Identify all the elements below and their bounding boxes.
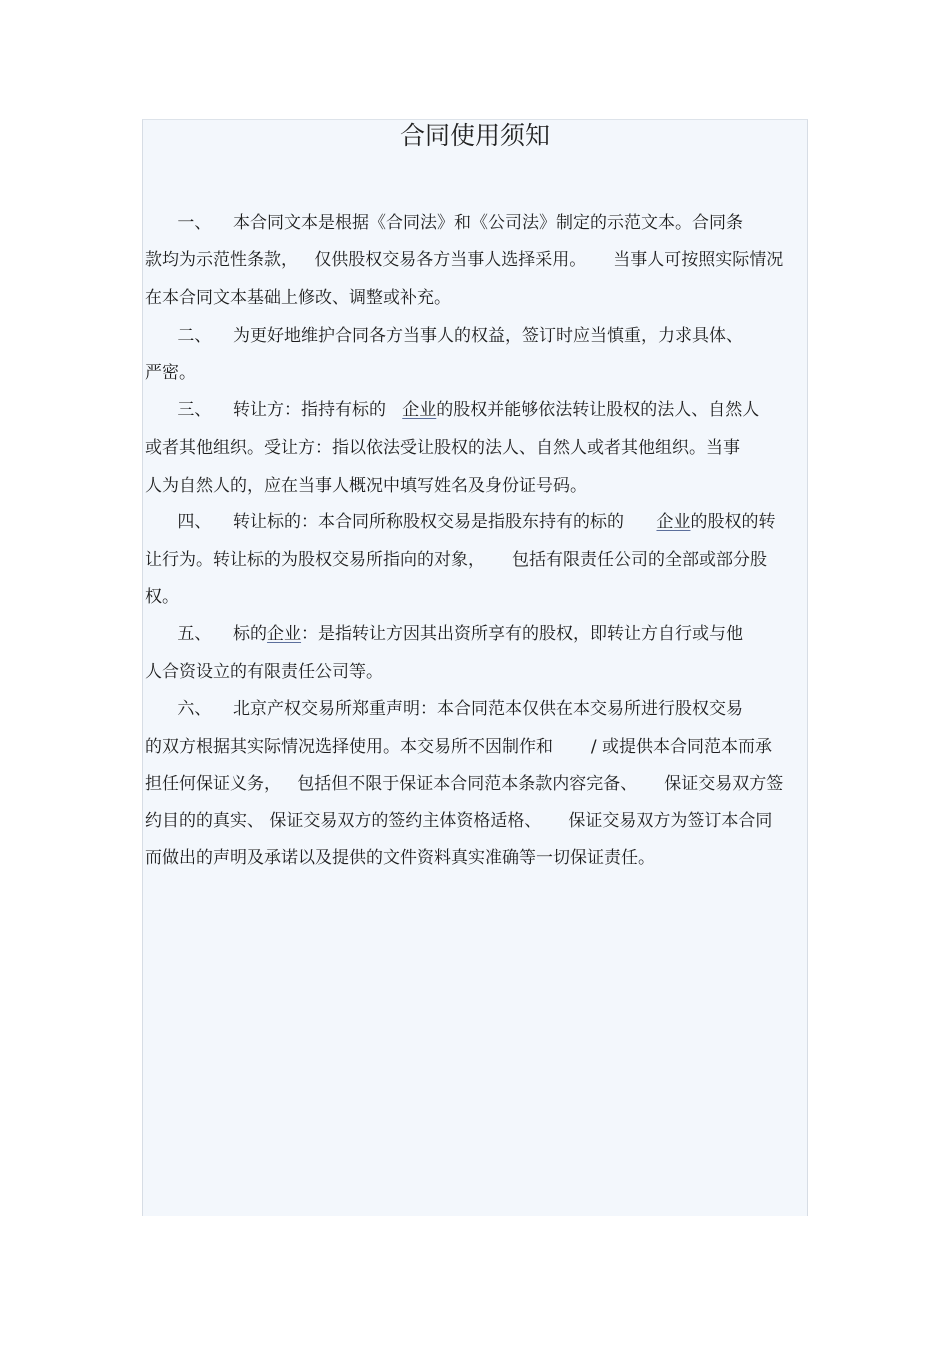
paragraph-1-line-3: 在本合同文本基础上修改、调整或补充。: [145, 288, 451, 308]
paragraph-6-line-1: 六、 北京产权交易所郑重声明：本合同范本仅供在本交易所进行股权交易: [145, 699, 744, 719]
paragraph-3-text-before: 三、 转让方：指持有标的: [145, 400, 403, 420]
paragraph-5-line-2: 人合资设立的有限责任公司等。: [145, 662, 383, 682]
paragraph-2-line-2: 严密。: [145, 363, 196, 383]
paragraph-4-line-3: 权。: [145, 587, 179, 607]
paragraph-5-text-before: 五、 标的: [145, 624, 268, 644]
paragraph-1-line-1: 一、 本合同文本是根据《合同法》和《公司法》制定的示范文本。合同条: [145, 213, 744, 233]
enterprise-term-link: 企业: [402, 400, 437, 420]
paragraph-3-line-2: 或者其他组织。受让方：指以依法受让股权的法人、自然人或者其他组织。当事: [145, 438, 740, 458]
enterprise-term-link: 企业: [267, 624, 302, 644]
paragraph-3-line-1: [145, 399, 759, 421]
paragraph-5-line-1: [145, 623, 743, 645]
paragraph-4-text-before: 四、 转让标的：本合同所称股权交易是指股东持有的标的: [145, 512, 657, 532]
paragraph-4-line-1: [145, 511, 775, 533]
paragraph-2-line-1: 二、 为更好地维护合同各方当事人的权益，签订时应当慎重，力求具体、: [145, 326, 744, 346]
enterprise-term-link: 企业: [656, 512, 691, 532]
paragraph-6-line-5: 而做出的声明及承诺以及提供的文件资料真实准确等一切保证责任。: [145, 848, 655, 868]
document-page: [142, 119, 808, 1216]
paragraph-1-line-2: 款均为示范性条款， 仅供股权交易各方当事人选择采用。 当事人可按照实际情况: [145, 250, 784, 270]
paragraph-3-line-3: 人为自然人的，应在当事人概况中填写姓名及身份证号码。: [145, 476, 587, 496]
paragraph-3-text-after: 的股权并能够依法转让股权的法人、自然人: [436, 400, 760, 420]
paragraph-6-line-4: 约目的的真实、 保证交易双方的签约主体资格适格、 保证交易双方为签订本合同: [145, 811, 773, 831]
paragraph-4-text-after: 的股权的转: [690, 512, 776, 532]
paragraph-6-line-2: 的双方根据其实际情况选择使用。本交易所不因制作和 / 或提供本合同范本而承: [145, 737, 772, 757]
document-title: 合同使用须知: [399, 121, 550, 150]
paragraph-5-text-after: ：是指转让方因其出资所享有的股权，即转让方自行或与他: [301, 624, 744, 644]
paragraph-4-line-2: 让行为。转让标的为股权交易所指向的对象， 包括有限责任公司的全部或部分股: [145, 550, 768, 570]
paragraph-6-line-3: 担任何保证义务， 包括但不限于保证本合同范本条款内容完备、 保证交易双方签: [145, 774, 784, 794]
